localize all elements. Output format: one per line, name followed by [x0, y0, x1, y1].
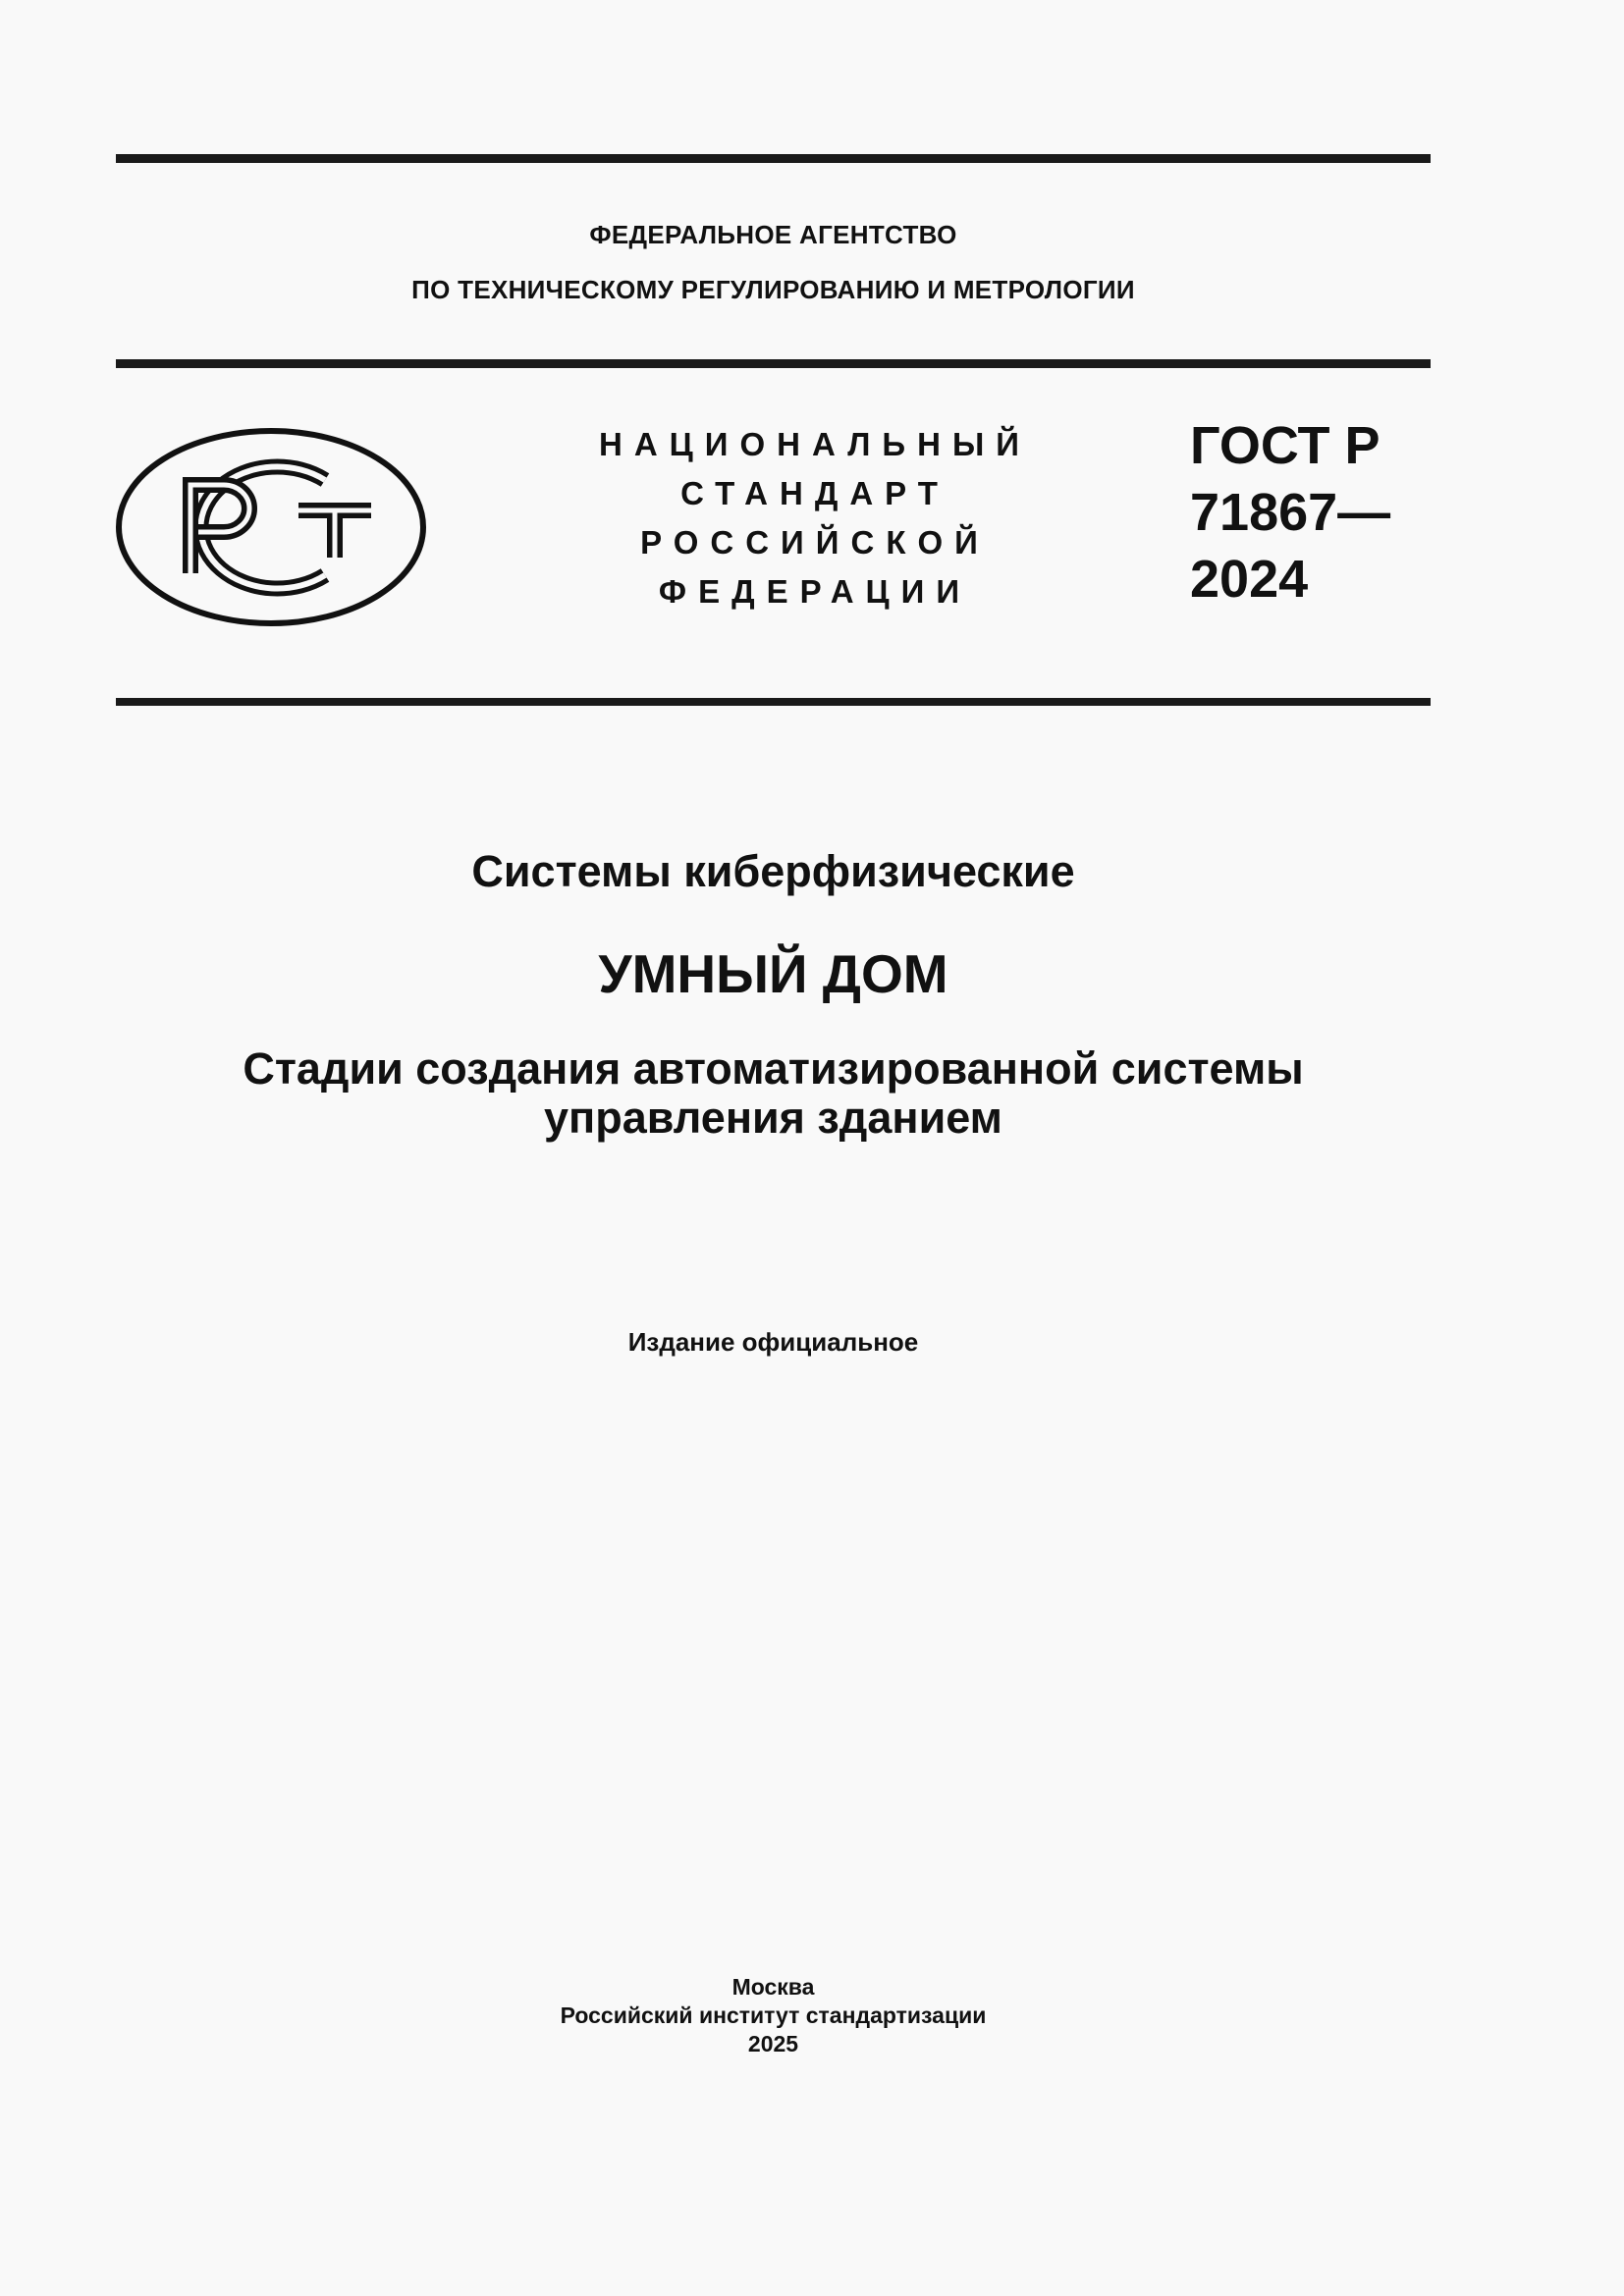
- imprint-city: Москва: [731, 1974, 815, 2000]
- designation-line3: 2024: [1190, 550, 1309, 609]
- agency-name-line2: ПО ТЕХНИЧЕСКОМУ РЕГУЛИРОВАНИЮ И МЕТРОЛОГИИ: [411, 275, 1135, 304]
- imprint-publisher: Российский институт стандартизации: [560, 2002, 987, 2028]
- agency-name-line1: ФЕДЕРАЛЬНОЕ АГЕНТСТВО: [589, 220, 957, 249]
- imprint-year: 2025: [747, 2031, 799, 2056]
- document-subtitle: [116, 1044, 1431, 1143]
- designation-line2: 71867—: [1190, 483, 1391, 542]
- standard-type-line4: ФЕДЕРАЦИИ: [658, 573, 972, 610]
- imprint: [116, 1973, 1431, 2058]
- standard-type: [550, 420, 1080, 616]
- document-subtitle-line1: Стадии создания автоматизированной системы: [243, 1043, 1304, 1094]
- standard-designation: [1190, 412, 1390, 613]
- rst-logo-icon: [114, 426, 428, 628]
- edition-label: Издание официальное: [627, 1327, 919, 1357]
- standard-type-line2: СТАНДАРТ: [680, 475, 949, 511]
- designation-line1: ГОСТ Р: [1190, 416, 1380, 475]
- standard-type-line1: НАЦИОНАЛЬНЫЙ: [599, 426, 1031, 462]
- top-rule: [116, 154, 1431, 163]
- standard-type-line3: РОССИЙСКОЙ: [640, 524, 990, 561]
- designation-rule: [116, 698, 1431, 706]
- document-title-group: Системы киберфизические: [471, 846, 1075, 896]
- document-title-main: УМНЫЙ ДОМ: [598, 943, 948, 1004]
- header-rule: [116, 359, 1431, 368]
- document-subtitle-line2: управления зданием: [544, 1093, 1002, 1143]
